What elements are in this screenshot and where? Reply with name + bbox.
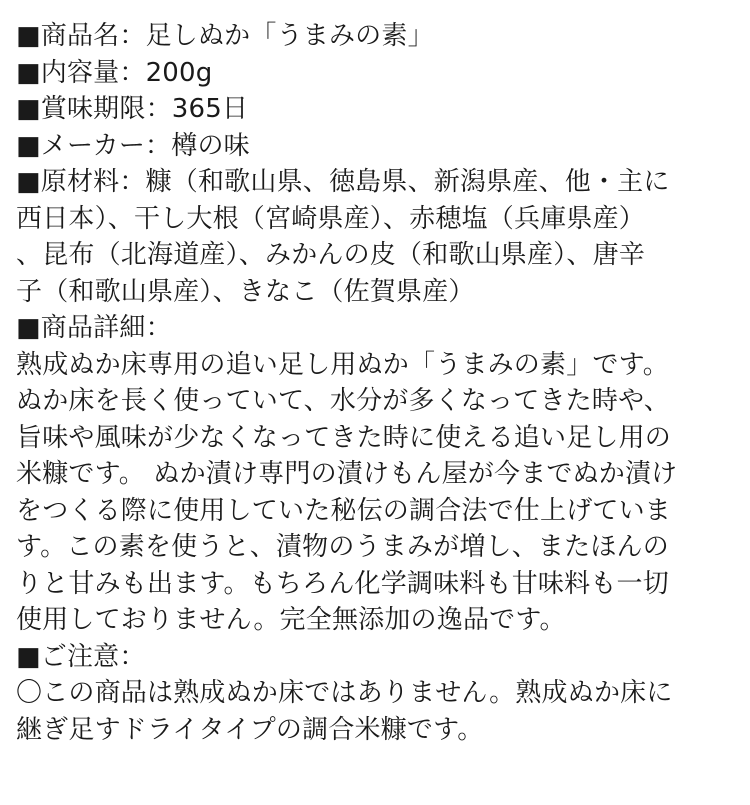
- expiry-line: ■賞味期限：365日: [16, 94, 249, 124]
- ingredients-line: ■原材料：糠（和歌山県、徳島県、新潟県産、他・主に: [16, 167, 670, 197]
- product-name-line: ■商品名：足しぬか「うまみの素」: [16, 21, 434, 51]
- details-heading: ■商品詳細：: [16, 313, 172, 343]
- ingredients-line: 子（和歌山県産）、きなこ（佐賀県産）: [16, 276, 475, 307]
- caution-heading: ■ご注意：: [16, 641, 146, 672]
- content-volume-line: ■内容量：200g: [16, 57, 213, 88]
- details-line: をつくる際に使用していた秘伝の調合法で仕上げていま: [16, 495, 672, 526]
- ingredients-line: 、昆布（北海道産）、みかんの皮（和歌山県産）、唐辛: [16, 240, 646, 270]
- details-line: りと甘みも出ます。もちろん化学調味料も甘味料も一切: [16, 568, 669, 599]
- details-line: 熟成ぬか床専用の追い足し用ぬか「うまみの素」です。: [16, 349, 669, 380]
- details-line: 旨味や風味が少なくなってきた時に使える追い足し用の: [16, 422, 672, 453]
- details-line: ぬか床を長く使っていて、水分が多くなってきた時や、: [16, 386, 670, 416]
- caution-line: 〇この商品は熟成ぬか床ではありません。熟成ぬか床に: [16, 678, 673, 708]
- details-line: 使用しておりません。完全無添加の逸品です。: [16, 605, 566, 635]
- maker-line: ■メーカー：樽の味: [16, 130, 250, 161]
- ingredients-line: 西日本）、干し大根（宮崎県産）、赤穂塩（兵庫県産）: [16, 203, 646, 234]
- details-line: 米糠です。 ぬか漬け専門の漬けもん屋が今までぬか漬け: [16, 459, 678, 489]
- details-line: す。この素を使うと、漬物のうまみが増し、またほんの: [16, 532, 669, 562]
- caution-line: 継ぎ足すドライタイプの調合米糠です。: [16, 714, 484, 745]
